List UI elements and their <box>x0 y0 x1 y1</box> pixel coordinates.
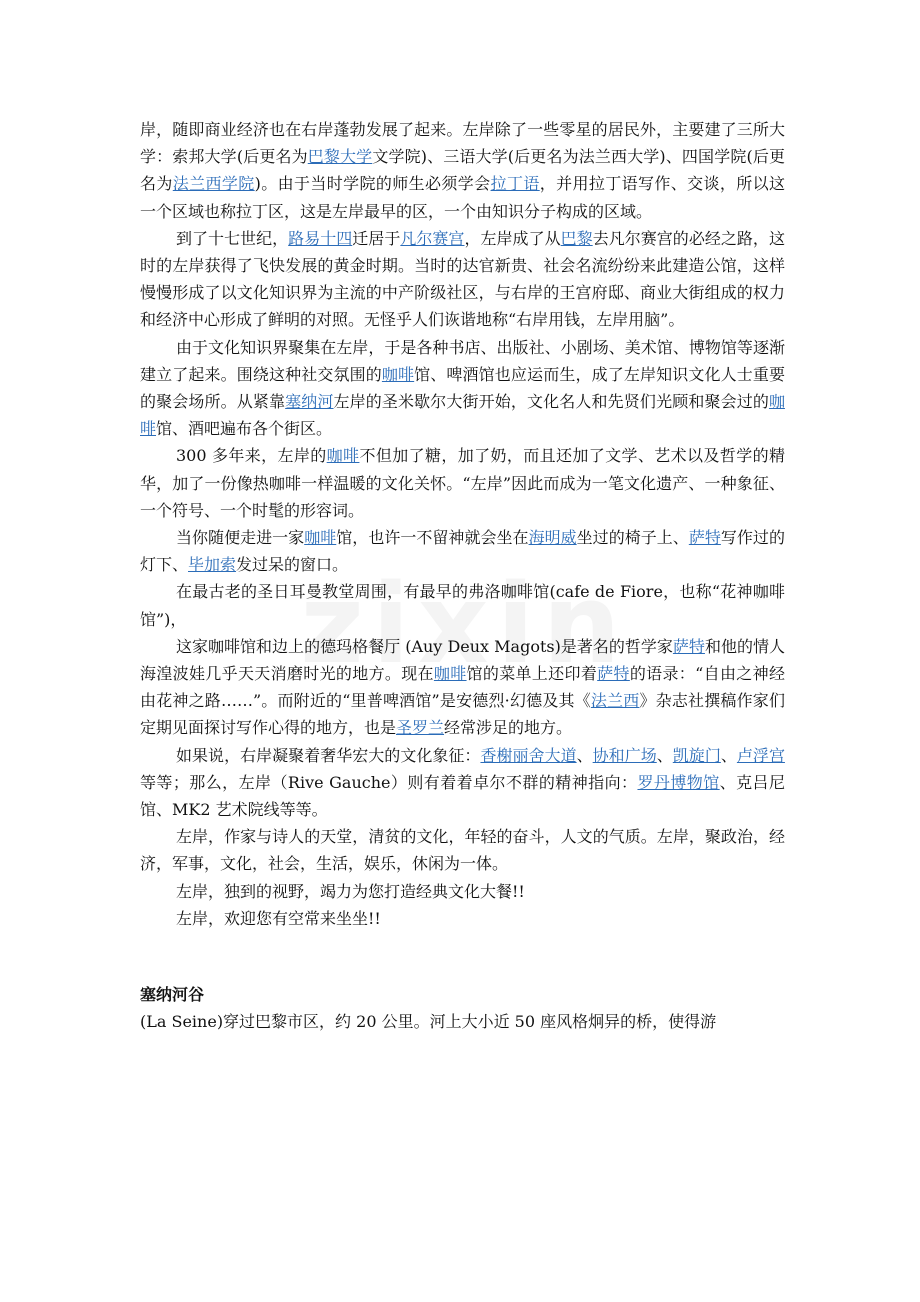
inline-link[interactable]: 法兰西学院 <box>172 174 255 194</box>
text-run: 左岸，欢迎您有空常来坐坐!! <box>176 908 381 928</box>
inline-link[interactable]: 罗丹博物馆 <box>637 772 720 792</box>
inline-link[interactable]: 萨特 <box>672 636 705 656</box>
inline-link[interactable]: 萨特 <box>597 664 630 684</box>
text-run: 写作过的灯下、 <box>140 528 785 575</box>
inline-link[interactable]: 路易十四 <box>288 228 353 248</box>
text-run: 》杂志社撰稿作家们定期见面探讨写作心得的地方，也是 <box>140 691 785 738</box>
article-paragraphs <box>140 116 785 932</box>
text-run: 、 <box>576 745 593 765</box>
inline-link[interactable]: 法兰西 <box>590 691 640 711</box>
inline-link[interactable]: 圣罗兰 <box>396 718 445 738</box>
text-run: 迁居于 <box>352 228 401 248</box>
inline-link[interactable]: 香榭丽舍大道 <box>480 745 577 765</box>
inline-link[interactable]: 海明威 <box>528 528 577 548</box>
text-run: 和他的情人海湟波娃几乎天天消磨时光的地方。现在 <box>140 636 785 684</box>
document-body <box>140 116 785 1034</box>
text-run: 馆、酒吧遍布各个街区。 <box>156 419 333 439</box>
text-run: 的语录：“自由之神经由花神之路……”。而附近的“里普啤酒馆”是安德烈·幻德及其《 <box>140 664 785 711</box>
inline-link[interactable]: 咖啡 <box>381 364 415 384</box>
text-run: 左岸，作家与诗人的天堂，清贫的文化，年轻的奋斗，人文的气质。左岸，聚政治，经济，军事，文化，社会，生活，娱乐，休闲为一体。 <box>140 827 785 874</box>
section-heading: 塞纳河谷 <box>140 985 205 1005</box>
section-body: (La Seine)穿过巴黎市区，约 20 公里。河上大小近 50 座风格炯异的桥，使得游 <box>140 1012 717 1032</box>
inline-link[interactable]: 协和广场 <box>592 745 657 765</box>
paragraph <box>140 905 785 932</box>
inline-link[interactable]: 咖啡 <box>140 392 785 439</box>
inline-link[interactable]: 巴黎大学 <box>307 147 373 167</box>
text-run: 300 多年来，左岸的 <box>176 446 327 466</box>
text-run: 、克吕尼馆、MK2 艺术院线等等。 <box>140 772 785 820</box>
text-run: 发过呆的窗口。 <box>236 555 349 575</box>
text-run: 岸，随即商业经济也在右岸蓬勃发展了起来。左岸除了一些零星的居民外，主要建了三所大学：索邦大学(后更名为 <box>140 120 785 167</box>
inline-link[interactable]: 凯旋门 <box>672 745 721 765</box>
inline-link[interactable]: 凡尔赛宫 <box>400 228 465 248</box>
text-run: 去凡尔赛宫的必经之路，这时的左岸获得了飞快发展的黄金时期。当时的达官新贵、社会名流纷纷来此建造公馆，这样慢慢形成了以文化知识界为主流的中产阶级社区，与右岸的王宫府邸、商业大街组成的权力和经济中心形成了鲜明的对照。无怪乎人们诙谐地称“右岸用钱，左岸用脑”。 <box>140 228 785 330</box>
inline-link[interactable]: 咖啡 <box>304 528 337 548</box>
inline-link[interactable]: 咖啡 <box>433 664 467 684</box>
inline-link[interactable]: 拉丁语 <box>490 174 540 194</box>
paragraph <box>140 578 785 632</box>
paragraph <box>140 442 785 524</box>
text-run: 坐过的椅子上、 <box>576 528 689 548</box>
text-run: 当你随便走进一家 <box>176 528 305 548</box>
inline-link[interactable]: 巴黎 <box>560 228 593 248</box>
paragraph <box>140 225 785 334</box>
text-run: ，左岸成了从 <box>464 228 561 248</box>
text-run: 在最古老的圣日耳曼教堂周围，有最早的弗洛咖啡馆(cafe de Fiore，也称“花神咖啡馆”)， <box>140 582 785 629</box>
text-run: 由于文化知识界聚集在左岸，于是各种书店、出版社、小剧场、美术馆、博物馆等逐渐建立了起来。围绕这种社交氛围的 <box>140 337 785 384</box>
text-run: 文学院)、三语大学(后更名为法兰西大学)、四国学院(后更名为 <box>140 147 785 194</box>
text-run: 这家咖啡馆和边上的德玛格餐厅 (Auy Deux Magots)是著名的哲学家 <box>176 636 673 656</box>
text-run: ，并用拉丁语写作、交谈，所以这一个区域也称拉丁区，这是左岸最早的区，一个由知识分子构成的区域。 <box>140 174 785 221</box>
text-run: 不但加了糖，加了奶，而且还加了文学、艺术以及哲学的精华，加了一份像热咖啡一样温暖的文化关怀。“左岸”因此而成为一笔文化遗产、一种象征、一个符号、一个时髦的形容词。 <box>140 446 785 520</box>
text-run: 经常涉足的地方。 <box>444 718 573 738</box>
text-run: 左岸，独到的视野，竭力为您打造经典文化大餐!! <box>176 881 525 901</box>
text-run: 如果说，右岸凝聚着奢华宏大的文化象征： <box>176 745 481 765</box>
inline-link[interactable]: 毕加索 <box>188 555 237 575</box>
paragraph <box>140 116 785 225</box>
text-run: 、 <box>656 745 673 765</box>
paragraph <box>140 878 785 905</box>
text-run: 到了十七世纪， <box>176 228 289 248</box>
paragraph <box>140 823 785 877</box>
text-run: 馆、啤酒馆也应运而生，成了左岸知识文化人士重要的聚会场所。从紧靠 <box>140 364 785 412</box>
text-run: 左岸的圣米歇尔大街开始，文化名人和先贤们光顾和聚会过的 <box>333 392 769 412</box>
paragraph <box>140 633 785 742</box>
inline-link[interactable]: 卢浮宫 <box>736 745 785 765</box>
paragraph <box>140 524 785 578</box>
text-run: 等等；那么，左岸（Rive Gauche）则有着着卓尔不群的精神指向： <box>140 772 638 792</box>
text-run: 馆，也许一不留神就会坐在 <box>336 528 529 548</box>
paragraph <box>140 334 785 443</box>
inline-link[interactable]: 咖啡 <box>326 446 360 466</box>
text-run: )。由于当时学院的师生必须学会 <box>254 174 491 194</box>
text-run: 、 <box>720 745 737 765</box>
paragraph <box>140 742 785 824</box>
text-run: 馆的菜单上还印着 <box>466 664 598 684</box>
inline-link[interactable]: 萨特 <box>688 528 721 548</box>
inline-link[interactable]: 塞纳河 <box>285 392 334 412</box>
